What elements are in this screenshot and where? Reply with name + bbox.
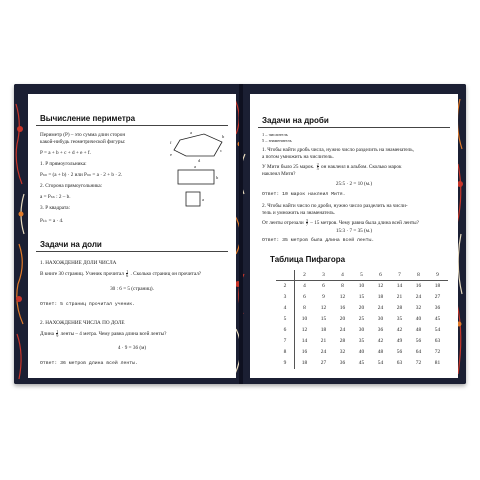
fraction-task1-line4: наклеил Митя? — [262, 171, 296, 177]
fraction-task2-line1: 2. Чтобы найти число по дроби, нужно число разделить на числи- — [262, 203, 408, 209]
pythagoras-cell: 28 — [339, 338, 346, 344]
pythagoras-row — [276, 314, 448, 325]
pythagoras-row — [276, 303, 448, 314]
pythagoras-cell: 64 — [415, 349, 422, 355]
pythagoras-cell: 10 — [301, 316, 308, 322]
share-task1-calculation: 30 : 6 = 5 (страниц). — [110, 286, 154, 292]
pythagoras-cell: 24 — [339, 327, 346, 333]
share-task2-answer: Ответ: 36 метров длина всей ленты. — [40, 361, 138, 366]
pythagoras-cell: 12 — [377, 283, 384, 289]
fraction-task1-line1: 1. Чтобы найти дробь числа, нужно число разделить на знаменатель, — [262, 147, 414, 153]
pythagoras-cell: 72 — [434, 349, 441, 355]
fraction-task1-calculation: 25:5 · 2 = 10 (м.) — [335, 181, 373, 187]
geometry-figures — [168, 128, 230, 212]
pythagoras-header-cell: 2 — [303, 272, 306, 278]
pythagoras-cell: 56 — [415, 338, 422, 344]
pythagoras-cell: 32 — [415, 305, 422, 311]
pythagoras-row-label: 2 — [276, 281, 295, 292]
pythagoras-cell: 24 — [377, 305, 384, 311]
fraction-task2-text: От ленты отрезали $\frac{3}{7}$ – 15 метров. Чему равна была длина всей ленты? — [262, 218, 419, 228]
shares-title-rule — [36, 251, 228, 252]
rect-label-b: b — [216, 175, 219, 180]
pythagoras-row-label: 7 — [276, 336, 295, 347]
fraction-task2-calculation: 15:3 · 7 = 35 (м.) — [335, 228, 373, 234]
perimeter-title-rule — [36, 125, 228, 126]
fraction-task1-fraction: $\frac{2}{5}$ — [316, 162, 319, 172]
pythagoras-cell: 45 — [358, 360, 365, 366]
pythagoras-row — [276, 347, 448, 358]
pythagoras-header-row — [276, 270, 448, 281]
pythagoras-cell: 45 — [434, 316, 441, 322]
pythagoras-cell: 16 — [415, 283, 422, 289]
fraction-legend-denominator: 5 – знаменатель — [262, 138, 292, 143]
pythagoras-corner-cell — [276, 270, 295, 280]
pythagoras-cell: 12 — [301, 327, 308, 333]
pythagoras-row-label: 8 — [276, 347, 295, 358]
hexagon-figure — [174, 134, 222, 156]
pythagoras-cell: 36 — [377, 327, 384, 333]
pythagoras-cell: 63 — [434, 338, 441, 344]
pythagoras-row-label: 6 — [276, 325, 295, 336]
share-task1-title: 1. НАХОЖДЕНИЕ ДОЛИ ЧИСЛА — [40, 260, 117, 266]
pythagoras-cell: 20 — [339, 316, 346, 322]
pythagoras-cell: 40 — [358, 349, 365, 355]
square-perimeter-formula: Pₖₖ = a · 4. — [40, 218, 64, 224]
perimeter-formula: P = a + b + c + d + e + f. — [40, 150, 91, 156]
pythagoras-cell: 72 — [415, 360, 422, 366]
pythagoras-cell: 16 — [339, 305, 346, 311]
pythagoras-row — [276, 336, 448, 347]
rectangle-side-item: 2. Сторона прямоугольника: — [40, 183, 103, 189]
pythagoras-cell: 4 — [303, 283, 306, 289]
pythagoras-cell: 36 — [339, 360, 346, 366]
pythagoras-cell: 30 — [358, 327, 365, 333]
share-task2-fraction: $\frac{1}{9}$ — [56, 329, 59, 339]
square-label-a: a — [202, 197, 204, 202]
fraction-task2-fraction: $\frac{3}{7}$ — [305, 218, 308, 228]
perimeter-definition-line2: какой-нибудь геометрической фигуры: — [40, 139, 126, 145]
pythagoras-cell: 48 — [415, 327, 422, 333]
pythagoras-cell: 6 — [303, 294, 306, 300]
pythagoras-cell: 28 — [396, 305, 403, 311]
fractions-title-rule — [258, 127, 450, 128]
pythagoras-cell: 24 — [320, 349, 327, 355]
pythagoras-cell: 8 — [303, 305, 306, 311]
pythagoras-cell: 21 — [396, 294, 403, 300]
shares-title: Задачи на доли — [40, 240, 102, 249]
pythagoras-header-cell: 9 — [436, 272, 439, 278]
pythagoras-row — [276, 358, 448, 369]
pythagoras-row — [276, 292, 448, 303]
pythagoras-cell: 49 — [396, 338, 403, 344]
rectangle-perimeter-formula: Pₙₙ = (a + b) · 2 или Pₙₙ = a · 2 + b · 2. — [40, 172, 123, 178]
pythagoras-cell: 54 — [434, 327, 441, 333]
pythagoras-header-cell: 3 — [322, 272, 325, 278]
pythagoras-cell: 16 — [301, 349, 308, 355]
share-task1-answer: Ответ: 5 страниц прочитал ученик. — [40, 302, 135, 307]
pythagoras-cell: 18 — [320, 327, 327, 333]
share-task2-title: 2. НАХОЖДЕНИЕ ЧИСЛА ПО ДОЛЕ — [40, 320, 125, 326]
pythagoras-cell: 6 — [322, 283, 325, 289]
perimeter-title: Вычисление периметра — [40, 114, 136, 123]
pythagoras-cell: 18 — [434, 283, 441, 289]
pythagoras-row-label: 9 — [276, 358, 295, 369]
pythagoras-cell: 10 — [358, 283, 365, 289]
pythagoras-header-cell: 6 — [379, 272, 382, 278]
pythagoras-table — [276, 270, 448, 369]
pythagoras-cell: 12 — [339, 294, 346, 300]
pythagoras-cell: 14 — [301, 338, 308, 344]
square-figure — [186, 192, 200, 206]
pythagoras-cell: 36 — [434, 305, 441, 311]
pythagoras-row-label: 5 — [276, 314, 295, 325]
pythagoras-header-cell: 8 — [417, 272, 420, 278]
share-task2-calculation: 4 · 9 = 36 (м) — [117, 345, 147, 351]
pythagoras-header-cell: 4 — [341, 272, 344, 278]
pythagoras-cell: 27 — [320, 360, 327, 366]
fraction-task1-text: У Мити было 25 марок. $\frac{2}{5}$ он наклеил в альбом. Сколько марок — [262, 162, 402, 172]
notebook-spread — [14, 84, 466, 384]
pythagoras-row — [276, 281, 448, 292]
fractions-title: Задачи на дроби — [262, 116, 329, 125]
pythagoras-cell: 9 — [322, 294, 325, 300]
share-task1-text: В книге 30 страниц. Ученик прочитал $\frac{1}{6}$ . Сколько страниц он прочитал? — [40, 269, 202, 279]
pythagoras-cell: 25 — [358, 316, 365, 322]
share-task1-fraction: $\frac{1}{6}$ — [126, 269, 129, 279]
hex-label-a: a — [190, 130, 192, 135]
pythagoras-header-cell: 7 — [398, 272, 401, 278]
pythagoras-cell: 15 — [320, 316, 327, 322]
pythagoras-cell: 21 — [320, 338, 327, 344]
square-perimeter-item: 3. Р квадрата: — [40, 205, 71, 211]
pythagoras-title: Таблица Пифагора — [270, 255, 346, 264]
pythagoras-cell: 18 — [301, 360, 308, 366]
pythagoras-cell: 15 — [358, 294, 365, 300]
pythagoras-row-label: 4 — [276, 303, 295, 314]
right-page — [250, 94, 458, 378]
pythagoras-cell: 14 — [396, 283, 403, 289]
rectangle-figure — [178, 170, 214, 184]
pythagoras-cell: 40 — [415, 316, 422, 322]
pythagoras-cell: 18 — [377, 294, 384, 300]
hex-label-d: d — [198, 158, 201, 163]
pythagoras-cell: 48 — [377, 349, 384, 355]
pythagoras-cell: 24 — [415, 294, 422, 300]
pythagoras-header-cell: 5 — [360, 272, 363, 278]
pythagoras-cell: 35 — [396, 316, 403, 322]
pythagoras-cell: 42 — [396, 327, 403, 333]
fraction-task2-line2: тель и умножить на знаменатель. — [262, 210, 336, 216]
pythagoras-cell: 20 — [358, 305, 365, 311]
pythagoras-cell: 32 — [339, 349, 346, 355]
pythagoras-cell: 54 — [377, 360, 384, 366]
pythagoras-cell: 35 — [358, 338, 365, 344]
fraction-task1-answer: Ответ: 10 марок наклеил Митя. — [262, 192, 346, 197]
book-spine — [239, 84, 243, 384]
pythagoras-cell: 12 — [320, 305, 327, 311]
fraction-task1-line2: а потом умножить на числитель. — [262, 154, 334, 160]
left-page — [28, 94, 236, 378]
pythagoras-cell: 81 — [434, 360, 441, 366]
pythagoras-cell: 42 — [377, 338, 384, 344]
hex-label-c: c — [220, 148, 222, 153]
hex-label-f: f — [170, 140, 172, 145]
hex-label-e: e — [170, 152, 172, 157]
share-task2-text: Длина $\frac{1}{9}$ ленты – 4 метра. Чему равна длина всей ленты? — [40, 329, 167, 339]
rectangle-perimeter-item: 1. Р прямоугольника: — [40, 161, 87, 167]
fraction-task2-answer: Ответ: 35 метров была длина всей ленты. — [262, 238, 375, 243]
pythagoras-cell: 56 — [396, 349, 403, 355]
fraction-legend-numerator: 1 – числитель — [262, 132, 288, 137]
pythagoras-row-label: 3 — [276, 292, 295, 303]
rectangle-side-formula: a = Pₙₙ : 2 – b. — [40, 194, 71, 200]
hex-label-b: b — [222, 134, 225, 139]
pythagoras-cell: 30 — [377, 316, 384, 322]
pythagoras-cell: 8 — [341, 283, 344, 289]
rect-label-a: a — [194, 164, 196, 169]
pythagoras-cell: 27 — [434, 294, 441, 300]
pythagoras-cell: 63 — [396, 360, 403, 366]
perimeter-definition-line1: Периметр (Р) – это сумма длин сторон — [40, 132, 126, 138]
pythagoras-row — [276, 325, 448, 336]
